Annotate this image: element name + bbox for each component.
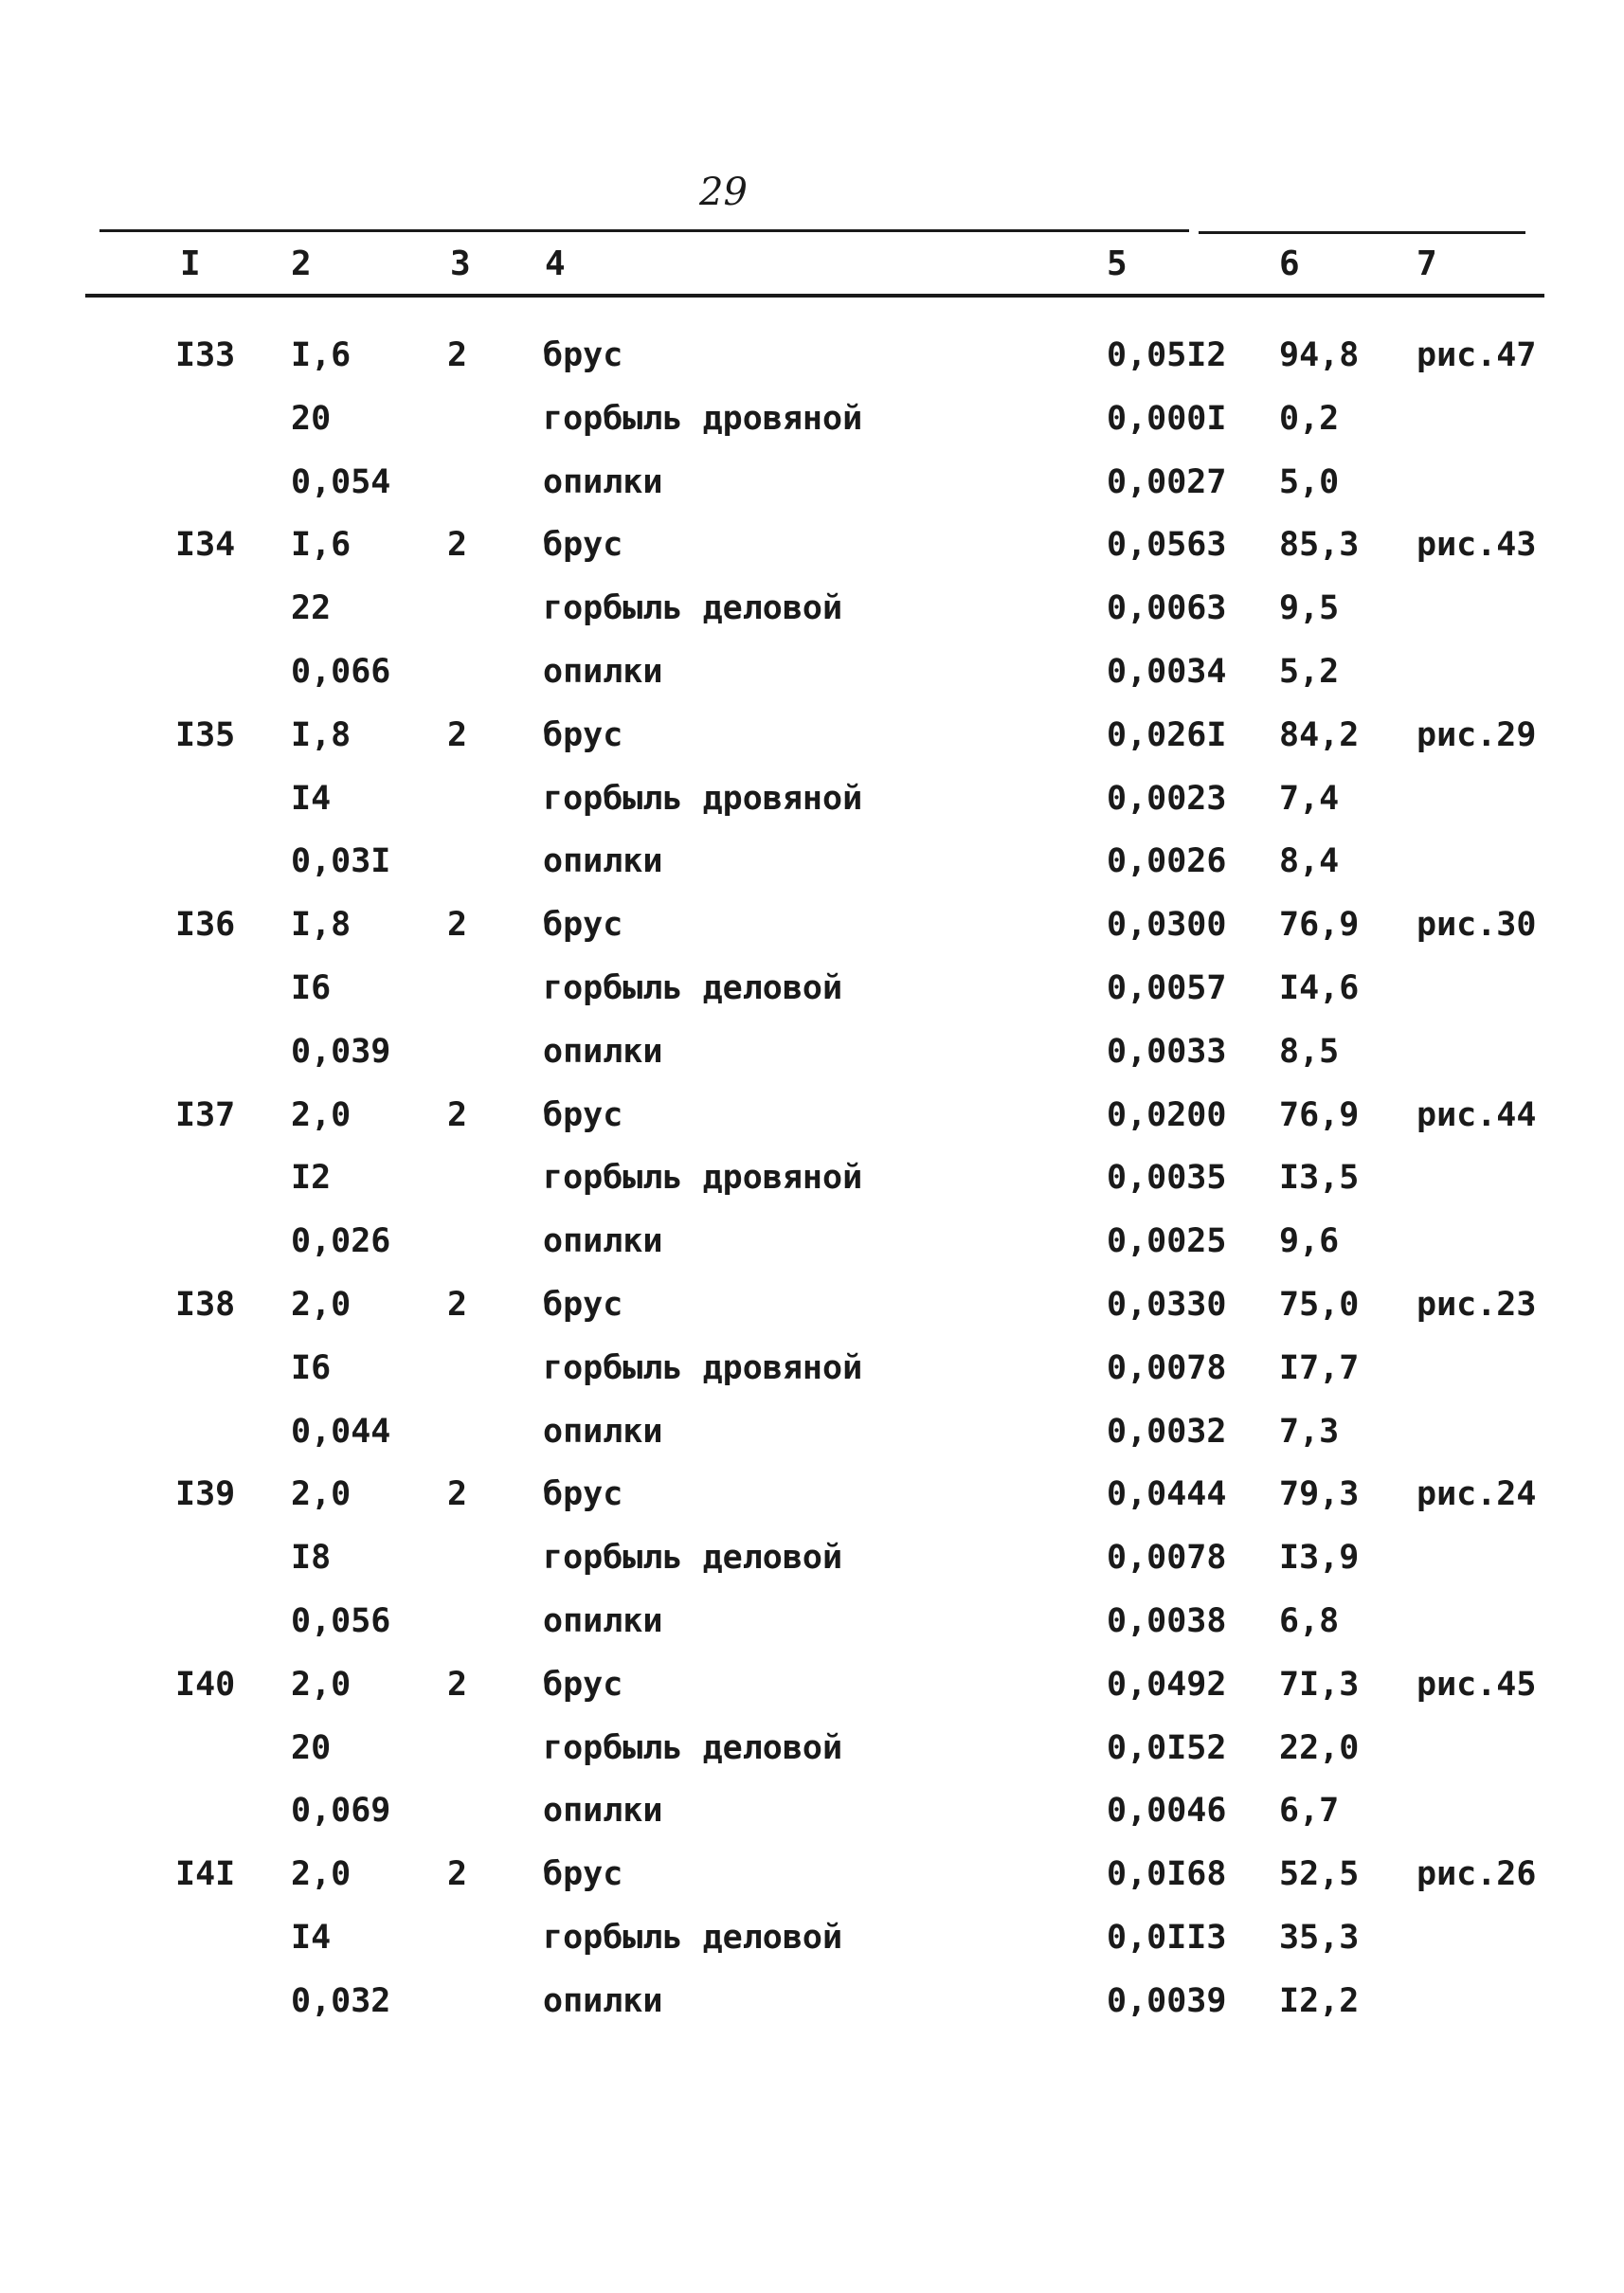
cell-volume: 0,0039 <box>1107 1981 1227 2020</box>
cell-volume: 0,0444 <box>1107 1475 1227 1514</box>
cell-volume: 0,0078 <box>1107 1348 1227 1387</box>
cell-figure-ref: рис.29 <box>1416 715 1537 754</box>
cell-percent: 52,5 <box>1279 1855 1360 1894</box>
cell-size-a: I6 <box>291 969 332 1007</box>
cell-product-name: брус <box>543 715 623 754</box>
cell-size-a: I4 <box>291 779 332 818</box>
cell-volume: 0,0200 <box>1107 1095 1227 1134</box>
cell-size-a: 2,0 <box>291 1665 352 1704</box>
page-number: 29 <box>699 171 748 214</box>
cell-size-a: 22 <box>291 589 332 628</box>
cell-figure-ref: рис.26 <box>1416 1855 1537 1894</box>
cell-percent: 0,2 <box>1279 399 1340 438</box>
header-top-rule-right <box>1199 231 1525 234</box>
cell-product-name: горбыль деловой <box>543 1728 843 1767</box>
cell-volume: 0,0034 <box>1107 653 1227 691</box>
cell-product-name: опилки <box>543 653 663 691</box>
cell-volume: 0,0027 <box>1107 462 1227 501</box>
cell-product-name: брус <box>543 1095 623 1134</box>
cell-count: 2 <box>447 336 468 374</box>
cell-volume: 0,0025 <box>1107 1222 1227 1261</box>
cell-size-a: I6 <box>291 1348 332 1387</box>
cell-product-name: опилки <box>543 1602 663 1640</box>
cell-product-name: горбыль дровяной <box>543 399 863 438</box>
cell-op-number: I4I <box>175 1855 236 1894</box>
cell-count: 2 <box>447 715 468 754</box>
cell-percent: 75,0 <box>1279 1286 1360 1324</box>
cell-count: 2 <box>447 1855 468 1894</box>
cell-percent: 8,5 <box>1279 1032 1340 1071</box>
cell-percent: 9,5 <box>1279 589 1340 628</box>
cell-volume: 0,0300 <box>1107 906 1227 945</box>
cell-percent: 9,6 <box>1279 1222 1340 1261</box>
cell-figure-ref: рис.45 <box>1416 1665 1537 1704</box>
cell-percent: 7,4 <box>1279 779 1340 818</box>
cell-volume: 0,0057 <box>1107 969 1227 1007</box>
cell-figure-ref: рис.30 <box>1416 906 1537 945</box>
cell-size-a: 0,054 <box>291 462 391 501</box>
cell-product-name: опилки <box>543 842 663 881</box>
cell-op-number: I33 <box>175 336 236 374</box>
header-bottom-rule <box>85 294 1544 298</box>
cell-volume: 0,0563 <box>1107 526 1227 565</box>
cell-size-a: I,6 <box>291 336 352 374</box>
cell-op-number: I35 <box>175 715 236 754</box>
cell-size-a: 2,0 <box>291 1475 352 1514</box>
cell-volume: 0,026I <box>1107 715 1227 754</box>
cell-volume: 0,0I68 <box>1107 1855 1227 1894</box>
cell-size-a: 0,069 <box>291 1792 391 1831</box>
cell-product-name: брус <box>543 1286 623 1324</box>
cell-percent: 8,4 <box>1279 842 1340 881</box>
cell-size-a: 2,0 <box>291 1095 352 1134</box>
cell-size-a: I,8 <box>291 906 352 945</box>
column-header-2: 2 <box>291 244 312 283</box>
cell-size-a: 0,039 <box>291 1032 391 1071</box>
cell-product-name: опилки <box>543 1412 663 1451</box>
cell-percent: 7,3 <box>1279 1412 1340 1451</box>
cell-percent: I4,6 <box>1279 969 1360 1007</box>
cell-size-a: I,8 <box>291 715 352 754</box>
cell-volume: 0,0330 <box>1107 1286 1227 1324</box>
cell-product-name: опилки <box>543 1222 663 1261</box>
cell-product-name: опилки <box>543 462 663 501</box>
cell-percent: 6,8 <box>1279 1602 1340 1640</box>
cell-count: 2 <box>447 1286 468 1324</box>
column-header-6: 6 <box>1279 244 1300 283</box>
cell-op-number: I39 <box>175 1475 236 1514</box>
column-header-3: 3 <box>450 244 471 283</box>
cell-percent: 7I,3 <box>1279 1665 1360 1704</box>
cell-count: 2 <box>447 1475 468 1514</box>
cell-percent: 5,2 <box>1279 653 1340 691</box>
cell-size-a: I4 <box>291 1919 332 1957</box>
cell-count: 2 <box>447 526 468 565</box>
cell-op-number: I37 <box>175 1095 236 1134</box>
cell-volume: 0,0046 <box>1107 1792 1227 1831</box>
cell-figure-ref: рис.44 <box>1416 1095 1537 1134</box>
column-header-1: I <box>180 244 201 283</box>
cell-product-name: брус <box>543 336 623 374</box>
cell-size-a: 0,066 <box>291 653 391 691</box>
cell-percent: I7,7 <box>1279 1348 1360 1387</box>
cell-product-name: горбыль дровяной <box>543 779 863 818</box>
cell-product-name: горбыль деловой <box>543 589 843 628</box>
cell-product-name: опилки <box>543 1792 663 1831</box>
cell-figure-ref: рис.47 <box>1416 336 1537 374</box>
header-top-rule <box>99 229 1189 232</box>
cell-figure-ref: рис.23 <box>1416 1286 1537 1324</box>
cell-op-number: I40 <box>175 1665 236 1704</box>
column-header-5: 5 <box>1107 244 1128 283</box>
cell-percent: 76,9 <box>1279 1095 1360 1134</box>
cell-percent: I3,5 <box>1279 1159 1360 1198</box>
cell-count: 2 <box>447 1095 468 1134</box>
cell-size-a: 20 <box>291 1728 332 1767</box>
cell-percent: 84,2 <box>1279 715 1360 754</box>
cell-volume: 0,0I52 <box>1107 1728 1227 1767</box>
cell-product-name: брус <box>543 1665 623 1704</box>
cell-figure-ref: рис.43 <box>1416 526 1537 565</box>
cell-product-name: горбыль дровяной <box>543 1159 863 1198</box>
cell-volume: 0,0032 <box>1107 1412 1227 1451</box>
cell-volume: 0,0078 <box>1107 1539 1227 1578</box>
cell-percent: I3,9 <box>1279 1539 1360 1578</box>
cell-count: 2 <box>447 906 468 945</box>
cell-op-number: I34 <box>175 526 236 565</box>
cell-volume: 0,000I <box>1107 399 1227 438</box>
cell-volume: 0,0033 <box>1107 1032 1227 1071</box>
cell-volume: 0,0035 <box>1107 1159 1227 1198</box>
cell-volume: 0,0038 <box>1107 1602 1227 1640</box>
column-header-4: 4 <box>545 244 566 283</box>
cell-volume: 0,0492 <box>1107 1665 1227 1704</box>
cell-product-name: горбыль дровяной <box>543 1348 863 1387</box>
cell-percent: 76,9 <box>1279 906 1360 945</box>
cell-size-a: 2,0 <box>291 1286 352 1324</box>
cell-size-a: 0,056 <box>291 1602 391 1640</box>
cell-product-name: горбыль деловой <box>543 1539 843 1578</box>
cell-size-a: 0,032 <box>291 1981 391 2020</box>
cell-percent: 79,3 <box>1279 1475 1360 1514</box>
cell-product-name: брус <box>543 526 623 565</box>
cell-product-name: опилки <box>543 1032 663 1071</box>
cell-size-a: 2,0 <box>291 1855 352 1894</box>
cell-product-name: брус <box>543 906 623 945</box>
cell-product-name: горбыль деловой <box>543 1919 843 1957</box>
cell-percent: I2,2 <box>1279 1981 1360 2020</box>
cell-percent: 22,0 <box>1279 1728 1360 1767</box>
cell-percent: 5,0 <box>1279 462 1340 501</box>
cell-product-name: опилки <box>543 1981 663 2020</box>
cell-product-name: брус <box>543 1475 623 1514</box>
cell-size-a: 20 <box>291 399 332 438</box>
cell-volume: 0,0063 <box>1107 589 1227 628</box>
column-header-7: 7 <box>1416 244 1437 283</box>
cell-size-a: I,6 <box>291 526 352 565</box>
cell-size-a: 0,044 <box>291 1412 391 1451</box>
cell-figure-ref: рис.24 <box>1416 1475 1537 1514</box>
cell-product-name: брус <box>543 1855 623 1894</box>
cell-volume: 0,0026 <box>1107 842 1227 881</box>
cell-volume: 0,05I2 <box>1107 336 1227 374</box>
cell-percent: 6,7 <box>1279 1792 1340 1831</box>
cell-size-a: 0,03I <box>291 842 391 881</box>
cell-op-number: I36 <box>175 906 236 945</box>
cell-size-a: 0,026 <box>291 1222 391 1261</box>
cell-percent: 85,3 <box>1279 526 1360 565</box>
cell-size-a: I2 <box>291 1159 332 1198</box>
cell-count: 2 <box>447 1665 468 1704</box>
cell-percent: 94,8 <box>1279 336 1360 374</box>
cell-product-name: горбыль деловой <box>543 969 843 1007</box>
cell-size-a: I8 <box>291 1539 332 1578</box>
cell-percent: 35,3 <box>1279 1919 1360 1957</box>
cell-op-number: I38 <box>175 1286 236 1324</box>
cell-volume: 0,0II3 <box>1107 1919 1227 1957</box>
cell-volume: 0,0023 <box>1107 779 1227 818</box>
